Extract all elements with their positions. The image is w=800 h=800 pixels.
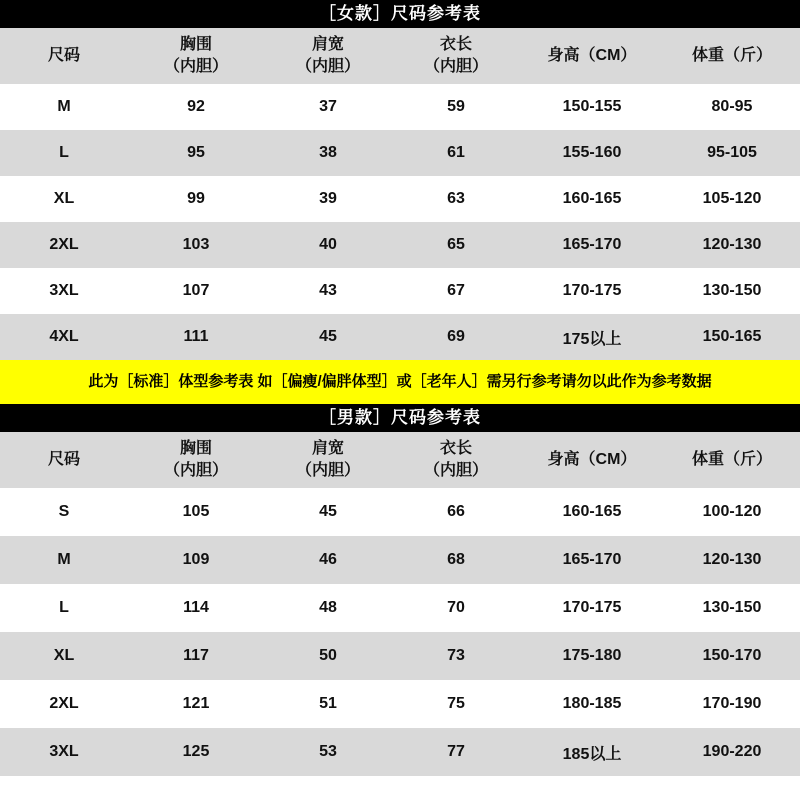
cell-size: 3XL: [0, 268, 128, 314]
cell-length: 77: [392, 728, 520, 776]
cell-length: 59: [392, 84, 520, 130]
cell-weight: 130-150: [664, 584, 800, 632]
cell-bust: 111: [128, 314, 264, 360]
table-row: [0, 632, 800, 680]
cell-size: 3XL: [0, 728, 128, 776]
cell-length: 66: [392, 488, 520, 536]
men-col-header-weight-line1: 体重（斤）: [691, 451, 772, 469]
cell-length: 69: [392, 314, 520, 360]
cell-shoulder: 45: [264, 488, 392, 536]
cell-size: M: [0, 536, 128, 584]
cell-weight: 100-120: [664, 488, 800, 536]
men-chart-title: ［男款］尺码参考表: [0, 404, 800, 432]
cell-size: M: [0, 84, 128, 130]
cell-size: 4XL: [0, 314, 128, 360]
cell-height: 180-185: [520, 680, 664, 728]
cell-shoulder: 43: [264, 268, 392, 314]
cell-weight: 105-120: [664, 176, 800, 222]
women-col-header-height: [520, 28, 664, 84]
cell-height: 160-165: [520, 488, 664, 536]
women-chart-title: ［女款］尺码参考表: [0, 0, 800, 28]
cell-bust: 109: [128, 536, 264, 584]
cell-size: L: [0, 584, 128, 632]
table-row: [0, 728, 800, 776]
cell-bust: 92: [128, 84, 264, 130]
women-col-header-length: [392, 28, 520, 84]
cell-height: 160-165: [520, 176, 664, 222]
men-size-table: [0, 432, 800, 776]
cell-length: 75: [392, 680, 520, 728]
cell-weight: 95-105: [664, 130, 800, 176]
cell-weight: 150-170: [664, 632, 800, 680]
men-col-header-weight: [664, 432, 800, 488]
cell-weight: 80-95: [664, 84, 800, 130]
cell-shoulder: 40: [264, 222, 392, 268]
cell-shoulder: 39: [264, 176, 392, 222]
men-col-header-size-line1: 尺码: [47, 451, 80, 469]
cell-size: 2XL: [0, 680, 128, 728]
women-header-row: [0, 28, 800, 84]
cell-bust: 125: [128, 728, 264, 776]
men-col-header-height-line1: 身高（CM）: [547, 451, 637, 469]
women-col-header-bust: [128, 28, 264, 84]
table-row: [0, 584, 800, 632]
men-header-row: [0, 432, 800, 488]
women-size-table: [0, 28, 800, 360]
cell-height: 170-175: [520, 268, 664, 314]
cell-weight: 120-130: [664, 536, 800, 584]
cell-weight: 150-165: [664, 314, 800, 360]
women-col-header-height-line1: 身高（CM）: [547, 47, 637, 65]
cell-weight: 190-220: [664, 728, 800, 776]
cell-bust: 99: [128, 176, 264, 222]
bottom-spacer: [0, 776, 800, 800]
table-row: [0, 536, 800, 584]
men-col-header-length-line1: 衣长: [439, 440, 472, 458]
cell-height: 175以上: [520, 314, 664, 360]
table-row: [0, 314, 800, 360]
women-col-header-weight: [664, 28, 800, 84]
cell-size: XL: [0, 632, 128, 680]
cell-height: 165-170: [520, 222, 664, 268]
men-col-header-shoulder-line1: 肩宽: [311, 440, 344, 458]
cell-shoulder: 45: [264, 314, 392, 360]
cell-height: 175-180: [520, 632, 664, 680]
table-row: [0, 488, 800, 536]
men-col-header-shoulder: [264, 432, 392, 488]
cell-length: 65: [392, 222, 520, 268]
cell-height: 150-155: [520, 84, 664, 130]
cell-length: 67: [392, 268, 520, 314]
cell-size: XL: [0, 176, 128, 222]
cell-shoulder: 53: [264, 728, 392, 776]
women-col-header-shoulder: [264, 28, 392, 84]
women-col-header-bust-line1: 胸围: [179, 36, 212, 54]
men-col-header-length-line2: （内胆）: [423, 462, 488, 479]
cell-weight: 120-130: [664, 222, 800, 268]
women-col-header-size: [0, 28, 128, 84]
women-col-header-shoulder-line1: 肩宽: [311, 36, 344, 54]
men-col-header-length: [392, 432, 520, 488]
men-col-header-bust-line1: 胸围: [179, 440, 212, 458]
cell-shoulder: 48: [264, 584, 392, 632]
women-col-header-length-line1: 衣长: [439, 36, 472, 54]
table-row: [0, 680, 800, 728]
cell-weight: 170-190: [664, 680, 800, 728]
women-col-header-shoulder-line2: （内胆）: [295, 58, 360, 75]
cell-shoulder: 37: [264, 84, 392, 130]
cell-height: 155-160: [520, 130, 664, 176]
cell-shoulder: 51: [264, 680, 392, 728]
cell-length: 70: [392, 584, 520, 632]
table-row: [0, 176, 800, 222]
women-col-header-length-line2: （内胆）: [423, 58, 488, 75]
table-row: [0, 84, 800, 130]
women-col-header-size-line1: 尺码: [47, 47, 80, 65]
cell-size: 2XL: [0, 222, 128, 268]
table-row: [0, 268, 800, 314]
men-col-header-size: [0, 432, 128, 488]
men-col-header-shoulder-line2: （内胆）: [295, 462, 360, 479]
women-col-header-bust-line2: （内胆）: [163, 58, 228, 75]
cell-weight: 130-150: [664, 268, 800, 314]
table-row: [0, 222, 800, 268]
table-row: [0, 130, 800, 176]
cell-height: 165-170: [520, 536, 664, 584]
men-col-header-bust-line2: （内胆）: [163, 462, 228, 479]
men-col-header-bust: [128, 432, 264, 488]
cell-bust: 121: [128, 680, 264, 728]
cell-shoulder: 46: [264, 536, 392, 584]
cell-size: L: [0, 130, 128, 176]
cell-bust: 114: [128, 584, 264, 632]
cell-bust: 105: [128, 488, 264, 536]
cell-height: 170-175: [520, 584, 664, 632]
cell-shoulder: 50: [264, 632, 392, 680]
cell-bust: 103: [128, 222, 264, 268]
disclaimer-note: 此为［标准］体型参考表 如［偏瘦/偏胖体型］或［老年人］需另行参考请勿以此作为参考数据: [0, 360, 800, 404]
women-col-header-weight-line1: 体重（斤）: [691, 47, 772, 65]
cell-length: 68: [392, 536, 520, 584]
cell-height: 185以上: [520, 728, 664, 776]
cell-length: 73: [392, 632, 520, 680]
cell-size: S: [0, 488, 128, 536]
men-col-header-height: [520, 432, 664, 488]
cell-bust: 117: [128, 632, 264, 680]
cell-bust: 95: [128, 130, 264, 176]
cell-length: 63: [392, 176, 520, 222]
cell-length: 61: [392, 130, 520, 176]
cell-shoulder: 38: [264, 130, 392, 176]
cell-bust: 107: [128, 268, 264, 314]
